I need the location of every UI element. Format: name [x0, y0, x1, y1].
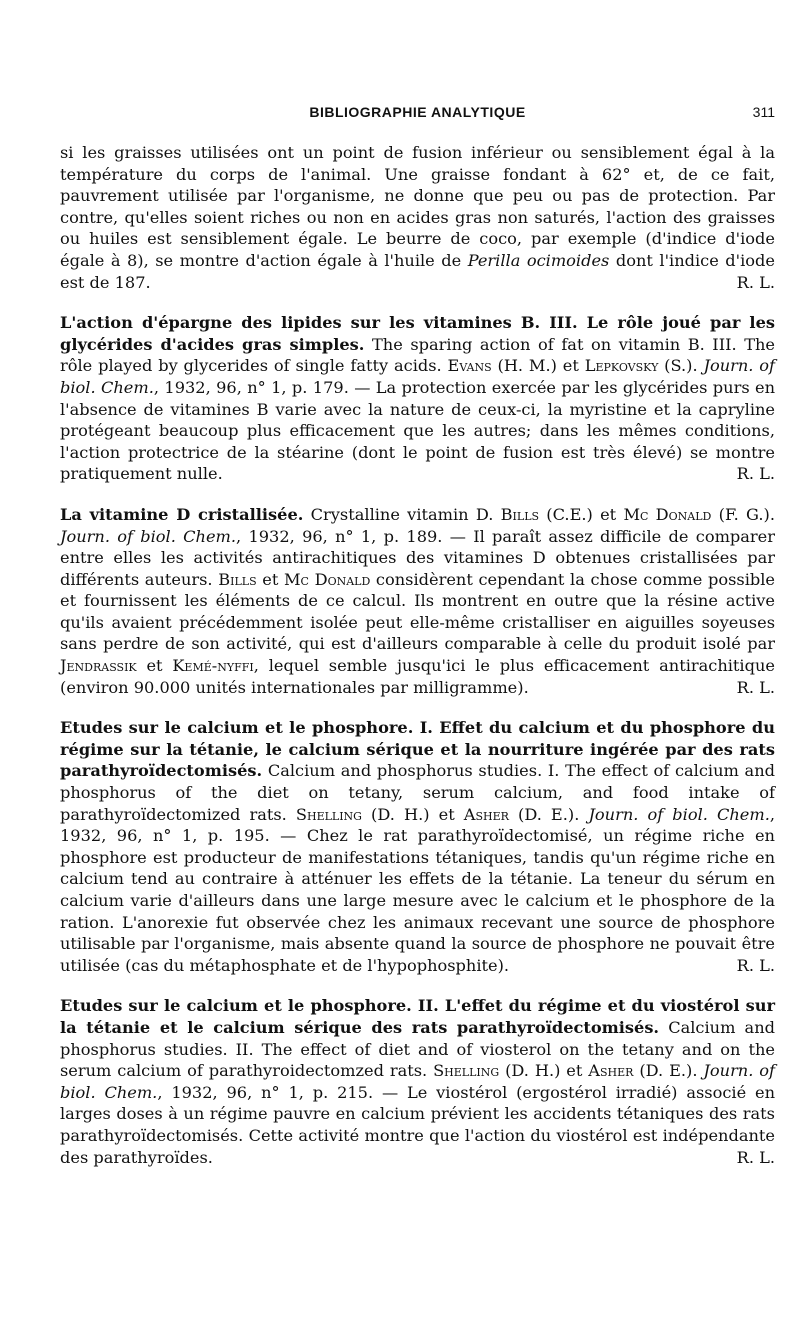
abstract-entry [60, 995, 775, 1168]
author-initials: (C.E.) et [539, 504, 624, 524]
author-reference: Bills [218, 569, 257, 589]
author-name: Bills [500, 504, 540, 524]
abstract-entry [60, 504, 775, 698]
journal-name: Journ. of biol. Chem. [60, 526, 237, 546]
abstract-signature: R. L. [736, 272, 775, 292]
journal-name: Journ. of biol. Chem. [588, 804, 770, 824]
abstract-title: L'action d'épargne des lipides sur les vitamines B. III. Le rôle joué par les glycérides d'acides gras simples. [60, 313, 775, 354]
abstract-body: et [256, 569, 284, 589]
species-name: Perilla ocimoides [467, 250, 610, 270]
abstract-body-end: dont l'indice d'iode est de 187. [60, 250, 775, 292]
author-initials: (D. H.) et [499, 1061, 589, 1081]
author-name: Shelling [433, 1061, 500, 1081]
abstract-body: et [136, 656, 173, 676]
abstract-signature: R. L. [736, 1147, 775, 1167]
author-name: Mc Donald [623, 504, 712, 524]
abstract-title: Etudes sur le calcium et le phosphore. I. Effet du calcium et du phosphore du régime sur la tétanie, le calcium sérique et la nourriture ingérée par des rats parathyroïdectomisés. [60, 718, 775, 781]
author-reference: Kemé-nyffi [172, 656, 254, 676]
journal-name: Journ. of biol. Chem. [60, 356, 776, 397]
abstract-body: La protection exercée par les glycérides purs en l'absence de vitamines B varie avec la nature de ceux-ci, la myristine et la capryline protégeant beaucoup plus efficacement que les autres; dans les mêmes conditions, l'action protectrice de la stéarine (dont le point de fusion est très élevé) se montre pratiquement nulle. [60, 377, 775, 484]
author-name: Shelling [295, 804, 362, 824]
abstract-body: , lequel semble jusqu'ici le plus efficacement antirachitique (environ 90.000 unités internationales par milligramme). [60, 656, 775, 697]
abstract-continuation [60, 142, 775, 293]
abstract-body: considèrent cependant la chose comme possible et fournissent les éléments de ce calcul. Ils montrent en outre que la résine active qu'ils avaient précédemment isolée peut elle-même cristalliser en aiguilles soyeuses sans perdre de son activité, qui est d'ailleurs comparable à celle du produit isolé par [60, 569, 775, 654]
author-initials: (D. H.) et [361, 804, 464, 824]
author-initials: (S.). [658, 356, 704, 376]
author-name: Lepkovsky [584, 356, 659, 376]
abstract-signature: R. L. [736, 464, 775, 484]
english-title: Calcium and phosphorus studies. I. The effect of calcium and phosphorus of the diet on tetany, serum calcium, and food intake of parathyroïdectomized rats. [60, 761, 775, 824]
citation: , 1932, 96, n° 1, p. 179. — [153, 377, 376, 397]
abstracts-column [60, 142, 775, 1187]
abstract-entry [60, 717, 775, 976]
journal-name: Journ. of biol. Chem. [60, 1061, 776, 1102]
citation: , 1932, 96, n° 1, p. 195. — [60, 804, 776, 846]
abstract-body: Le viostérol (ergostérol irradié) associé en larges doses à un régime pauvre en calcium prévient les accidents tétaniques des rats parathyroïdectomisés. Cette activité montre que l'action du viostérol est indépendante des parathyroïdes. [60, 1082, 775, 1167]
abstract-title: La vitamine D cristallisée. [60, 504, 304, 524]
abstract-title: Etudes sur le calcium et le phosphore. II. L'effet du régime et du viostérol sur la tétanie et le calcium sérique des rats parathyroïdectomisés. [60, 996, 775, 1037]
author-name: Asher [588, 1061, 634, 1081]
page-number: 311 [752, 104, 775, 120]
author-initials: (F. G.). [711, 504, 776, 524]
page-header [60, 104, 775, 132]
author-reference: Jendrassik [60, 656, 137, 676]
abstract-signature: R. L. [736, 677, 775, 697]
abstract-body: si les graisses utilisées ont un point de fusion inférieur ou sensiblement égal à la température du corps de l'animal. Une graisse fondant à 62° et, de ce fait, pauvrement utilisée par l'organisme, ne donne que peu ou pas de protection. Par contre, qu'elles soient riches ou non en acides gras non saturés, l'action des graisses ou huiles est sensiblement égale. Le beurre de coco, par exemple (d'indice d'iode égale à 8), se montre d'action égale à l'huile de [60, 143, 775, 270]
abstract-signature: R. L. [736, 955, 775, 975]
author-name: Evans [447, 356, 492, 376]
author-name: Asher [463, 804, 509, 824]
english-title: Crystalline vitamin D. [303, 504, 501, 524]
author-reference: Mc Donald [283, 569, 371, 589]
citation: , 1932, 96, n° 1, p. 215. — [157, 1082, 407, 1102]
english-title: The sparing action of fat on vitamin B. III. The rôle played by glycerides of single fatty acids. [60, 334, 775, 376]
abstract-body: Il paraît assez difficile de comparer entre elles les activités antirachitiques des vitamines D obtenues cristallisées par différents auteurs. [60, 526, 775, 589]
running-title: BIBLIOGRAPHIE ANALYTIQUE [309, 104, 526, 120]
author-initials: (D. E.). [508, 804, 589, 824]
abstract-body: Chez le rat parathyroïdectomisé, un régime riche en phosphore est producteur de manifestations tétaniques, tandis qu'un régime riche en calcium tend au contraire à atténuer les effets de la tétanie. La teneur du sérum en calcium varie d'ailleurs dans une large mesure avec le calcium et le phosphore de la ration. L'anorexie fut observée chez les animaux recevant une source de phosphore utilisable par l'organisme, mais absente quand la source de phosphore ne pouvait être utilisée (cas du métaphosphate et de l'hypophosphite). [60, 826, 775, 975]
english-title: Calcium and phosphorus studies. II. The effect of diet and of viosterol on the tetany and on the serum calcium of parathyroidectomzed rats. [60, 1017, 775, 1081]
citation: , 1932, 96, n° 1, p. 189. — [236, 526, 474, 546]
author-initials: (D. E.). [633, 1061, 704, 1081]
author-initials: (H. M.) et [491, 356, 585, 376]
abstract-entry [60, 312, 775, 485]
